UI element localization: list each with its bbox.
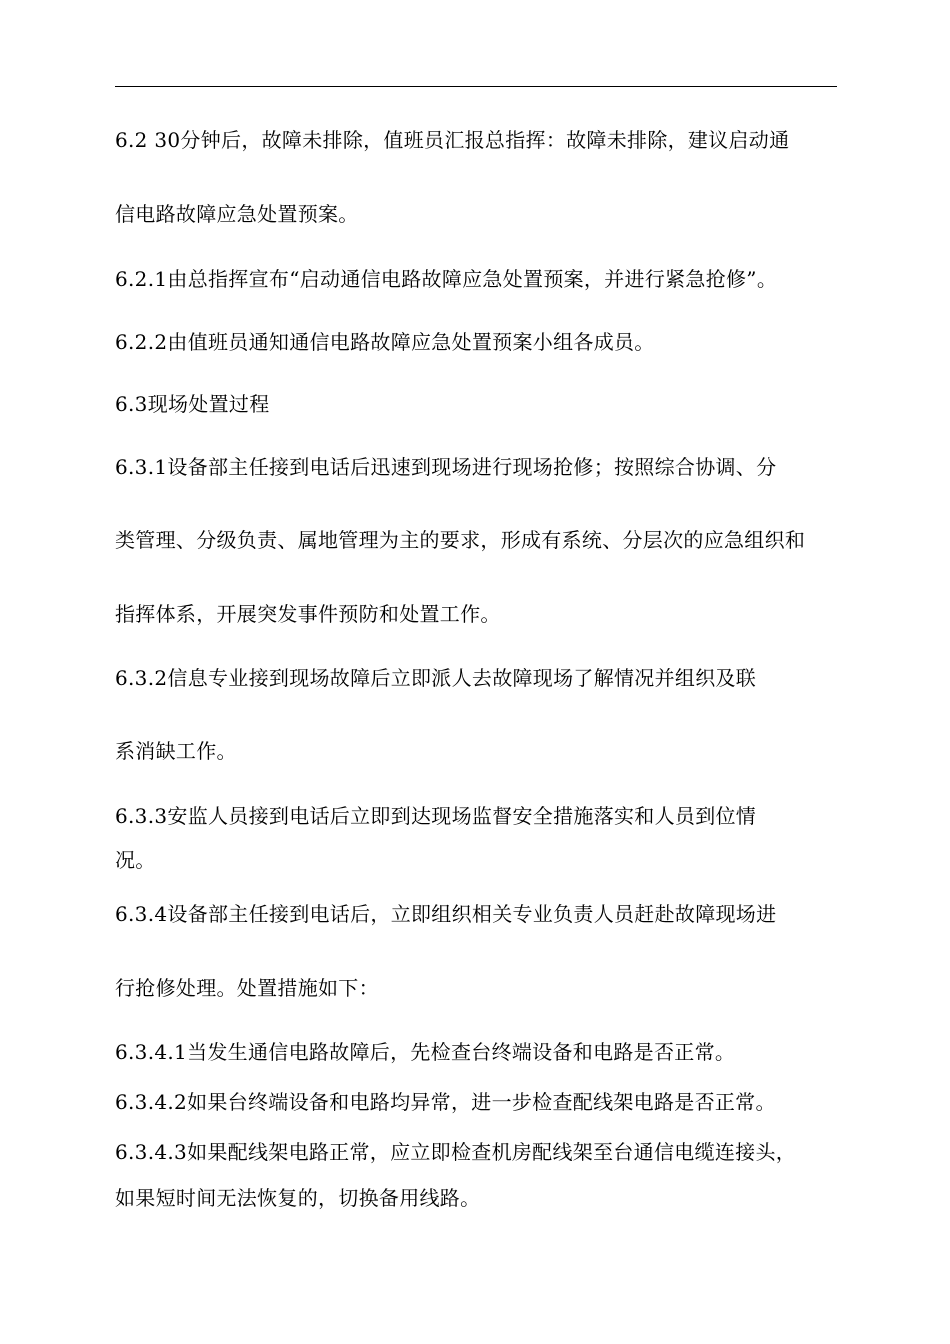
paragraph-6-3-3-line-2: 况。 bbox=[115, 848, 156, 872]
paragraph-6-3-1-line-3: 指挥体系，开展突发事件预防和处置工作。 bbox=[115, 602, 501, 626]
paragraph-6-3-4-3-line-2: 如果短时间无法恢复的，切换备用线路。 bbox=[115, 1186, 481, 1210]
heading-6-3: 6.3现场处置过程 bbox=[115, 392, 270, 416]
paragraph-6-3-4-1: 6.3.4.1当发生通信电路故障后，先检查台终端设备和电路是否正常。 bbox=[115, 1040, 736, 1064]
paragraph-6-3-1-line-2: 类管理、分级负责、属地管理为主的要求，形成有系统、分层次的应急组织和 bbox=[115, 528, 806, 552]
paragraph-6-3-2-line-2: 系消缺工作。 bbox=[115, 739, 237, 763]
paragraph-6-3-4-3-line-1: 6.3.4.3如果配线架电路正常，应立即检查机房配线架至台通信电缆连接头， bbox=[115, 1140, 797, 1164]
paragraph-6-2-line-2: 信电路故障应急处置预案。 bbox=[115, 202, 359, 226]
paragraph-6-3-4-line-2: 行抢修处理。处置措施如下： bbox=[115, 976, 379, 1000]
paragraph-6-2-2: 6.2.2由值班员通知通信电路故障应急处置预案小组各成员。 bbox=[115, 330, 655, 354]
header-rule bbox=[115, 86, 837, 87]
paragraph-6-2-1: 6.2.1由总指挥宣布“启动通信电路故障应急处置预案，并进行紧急抢修”。 bbox=[115, 267, 778, 291]
paragraph-6-3-4-2: 6.3.4.2如果台终端设备和电路均异常，进一步检查配线架电路是否正常。 bbox=[115, 1090, 776, 1114]
paragraph-6-3-1-line-1: 6.3.1设备部主任接到电话后迅速到现场进行现场抢修；按照综合协调、分 bbox=[115, 455, 777, 479]
paragraph-6-3-2-line-1: 6.3.2信息专业接到现场故障后立即派人去故障现场了解情况并组织及联 bbox=[115, 666, 757, 690]
paragraph-6-2-line-1: 6.2 30分钟后，故障未排除，值班员汇报总指挥：故障未排除，建议启动通 bbox=[115, 128, 790, 152]
paragraph-6-3-4-line-1: 6.3.4设备部主任接到电话后，立即组织相关专业负责人员赶赴故障现场进 bbox=[115, 902, 777, 926]
paragraph-6-3-3-line-1: 6.3.3安监人员接到电话后立即到达现场监督安全措施落实和人员到位情 bbox=[115, 804, 757, 828]
